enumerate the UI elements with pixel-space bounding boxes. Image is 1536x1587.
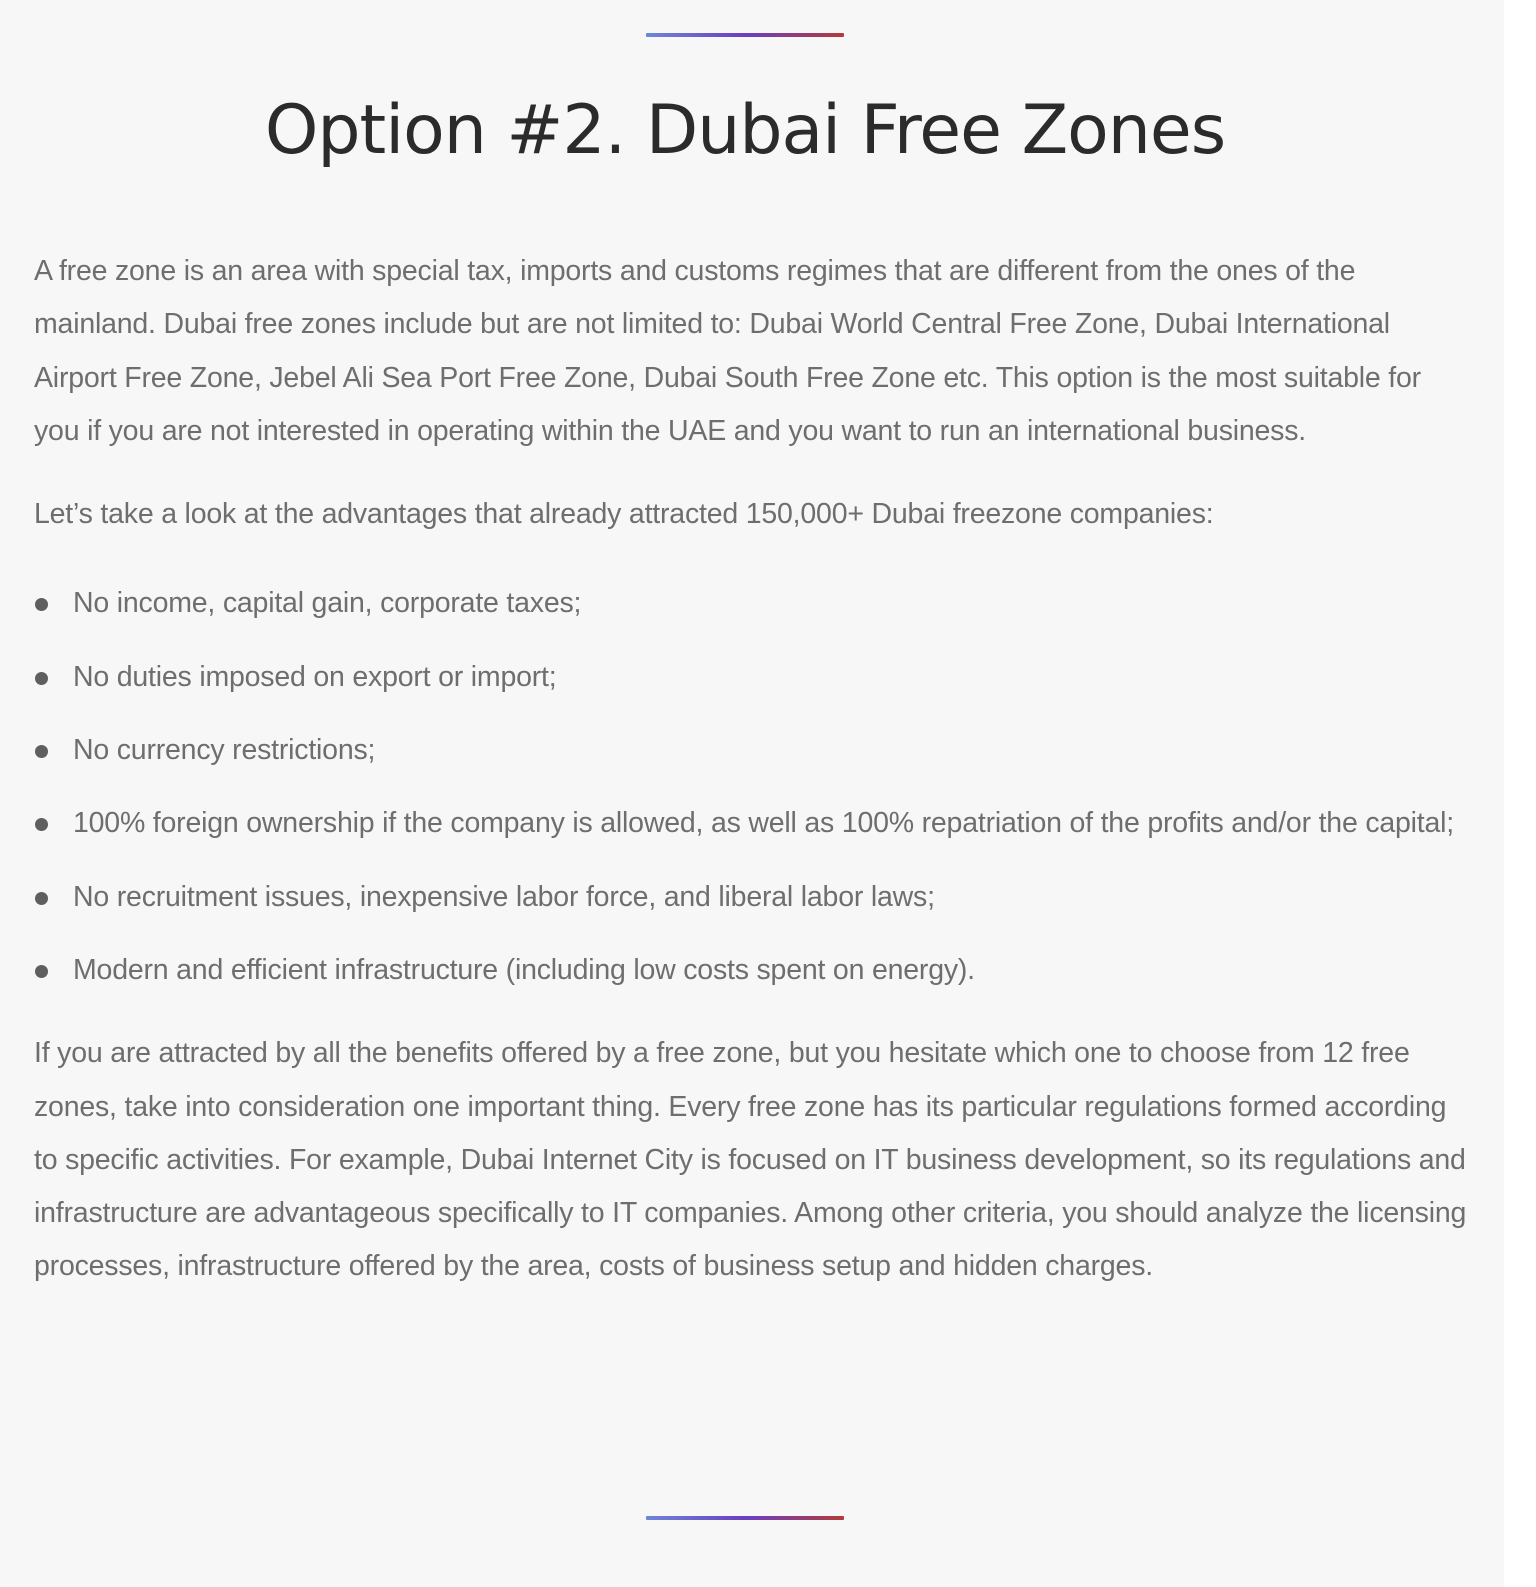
bullet-icon [35, 818, 48, 831]
bottom-divider [646, 1516, 844, 1520]
list-item [34, 724, 1469, 777]
page-title: Option #2. Dubai Free Zones [264, 91, 1226, 170]
bullet-icon [35, 598, 48, 611]
bullet-icon [35, 892, 48, 905]
bullet-icon [35, 672, 48, 685]
article-body [34, 245, 1469, 1294]
intro-paragraph: A free zone is an area with special tax, imports and customs regimes that are different from the ones of the mainland. Dubai free zones include but are not limited to: Dubai World Central Free Zone, Dubai International Airport Free Zone, Jebel Ali Sea Port Free Zone, Dubai South Free Zone etc. This option is the most suitable for you if you are not interested in operating within the UAE and you want to run an international business. [34, 255, 1421, 447]
list-item [34, 797, 1469, 850]
bullet-icon [35, 745, 48, 758]
advantages-list [34, 577, 1469, 997]
top-divider [646, 33, 844, 37]
list-item-text: Modern and efficient infrastructure (including low costs spent on energy). [73, 953, 975, 986]
outro-paragraph: If you are attracted by all the benefits offered by a free zone, but you hesitate which one to choose from 12 free zones, take into consideration one important thing. Every free zone has its particular regulations formed according to specific activities. For example, Dubai Internet City is focused on IT business development, so its regulations and infrastructure are advantageous specifically to IT companies. Among other criteria, you should analyze the licensing processes, infrastructure offered by the area, costs of business setup and hidden charges. [34, 1037, 1467, 1283]
bullet-icon [35, 965, 48, 978]
list-item-text: No duties imposed on export or import; [73, 660, 557, 693]
list-item [34, 871, 1469, 924]
list-item-text: No income, capital gain, corporate taxes; [73, 587, 582, 620]
list-item-text: 100% foreign ownership if the company is allowed, as well as 100% repatriation of the profits and/or the capital; [73, 807, 1455, 840]
list-item [34, 944, 1469, 997]
list-item-text: No currency restrictions; [73, 734, 376, 767]
list-item-text: No recruitment issues, inexpensive labor force, and liberal labor laws; [73, 880, 935, 913]
list-item [34, 651, 1469, 704]
advantages-lead-paragraph: Let’s take a look at the advantages that already attracted 150,000+ Dubai freezone companies: [34, 498, 1214, 531]
list-item [34, 577, 1469, 630]
